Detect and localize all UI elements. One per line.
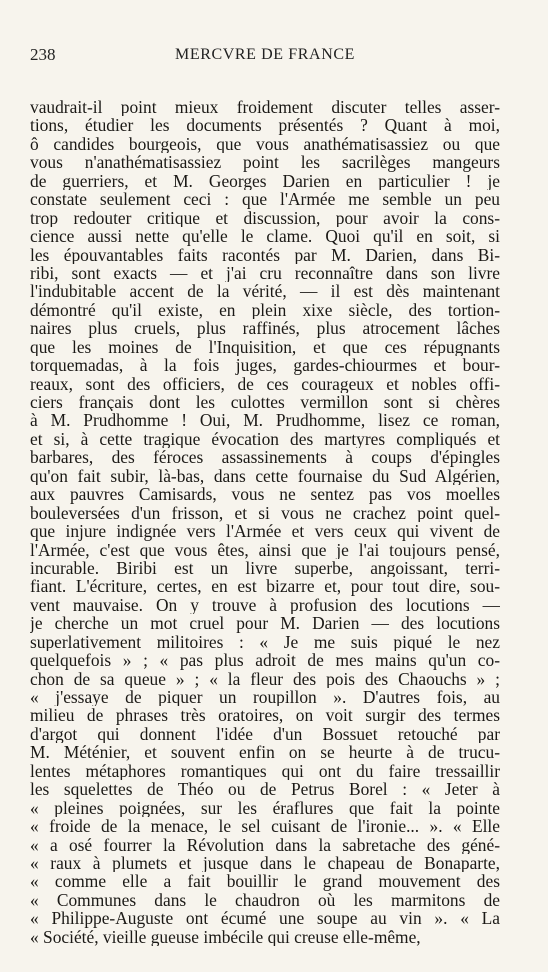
- text-line: vaudrait-il point mieux froidement discuter telles asser-: [30, 98, 500, 117]
- text-line: vent mauvaise. On y trouve à profusion des locutions —: [30, 595, 500, 615]
- text-line: de guerriers, et M. Georges Darien en particulier ! je: [30, 171, 500, 191]
- text-line: incurable. Biribi est un livre superbe, angoissant, terri-: [30, 558, 500, 578]
- text-line: constate seulement ceci : que l'Armée me semble un peu: [30, 190, 500, 209]
- text-line: fiant. L'écriture, certes, en est bizarre et, pour tout dire, sou-: [30, 577, 500, 596]
- text-line: tions, étudier les documents présentés ? Quant à moi,: [30, 116, 500, 135]
- text-line: « pleines poignées, sur les éraflures que fait la pointe: [30, 798, 500, 818]
- page-header: [30, 44, 500, 66]
- running-title: MERCVRE DE FRANCE: [175, 46, 355, 63]
- text-line: superlativement militoires : « Je me suis piqué le nez: [30, 632, 500, 652]
- page-number: 238: [30, 45, 56, 64]
- text-line: que injure indignée vers l'Armée et vers ceux qui vivent de: [30, 522, 500, 541]
- body-text: [30, 98, 500, 946]
- text-line: et si, à cette tragique évocation des martyres compliqués et: [30, 429, 500, 449]
- text-line: « Philippe-Auguste ont écumé une soupe au vin ». « La: [30, 909, 500, 928]
- text-line: l'Armée, c'est que vous êtes, ainsi que je l'ai toujours pensé,: [30, 540, 500, 559]
- text-line: chon de sa queue » ; « la fleur des pois des Chaouchs » ;: [30, 669, 500, 688]
- text-line: naires plus cruels, plus raffinés, plus atrocement lâches: [30, 319, 500, 338]
- text-line: d'argot qui donnent l'idée d'un Bossuet retouché par: [30, 724, 500, 744]
- text-line: M. Méténier, et souvent enfin on se heurte à de trucu-: [30, 743, 500, 762]
- text-line: « comme elle a fait bouillir le grand mouvement des: [30, 872, 500, 891]
- text-line: je cherche un mot cruel pour M. Darien — des locutions: [30, 614, 500, 633]
- text-line: ô candides bourgeois, que vous anathématisassiez ou que: [30, 134, 500, 154]
- text-line: « a osé fourrer la Révolution dans la sabretache des géné-: [30, 835, 500, 854]
- text-line: l'indubitable accent de la vérité, — il est dès maintenant: [30, 282, 500, 301]
- text-line: vous n'anathématisassiez point les sacrilèges mangeurs: [30, 153, 500, 172]
- text-line: quelquefois » ; « pas plus adroit de mes mains qu'un co-: [30, 651, 500, 670]
- text-line: ciers français dont les culottes vermillon sont si chères: [30, 393, 500, 412]
- text-line: aux pauvres Camisards, vous ne sentez pas vos moelles: [30, 485, 500, 504]
- text-line: lentes métaphores romantiques qui ont du faire tressaillir: [30, 761, 500, 781]
- text-line: que les moines de l'Inquisition, et que ces répugnants: [30, 337, 500, 357]
- text-line: qu'on fait subir, là-bas, dans cette fournaise du Sud Algérien,: [30, 466, 500, 486]
- text-line: milieu de phrases très oratoires, on voit surgir des termes: [30, 706, 500, 725]
- text-line: les épouvantables faits racontés par M. Darien, dans Bi-: [30, 245, 500, 264]
- text-line: ribi, sont exacts — et j'ai cru reconnaître dans son livre: [30, 263, 500, 283]
- text-line: reaux, sont des officiers, de ces courageux et nobles offi-: [30, 374, 500, 393]
- text-line: « raux à plumets et jusque dans le chapeau de Bonaparte,: [30, 853, 500, 873]
- text-line: torquemadas, à la fois juges, gardes-chiourmes et bour-: [30, 356, 500, 375]
- text-line: « froide de la menace, le sel cuisant de l'ironie... ». « Elle: [30, 817, 500, 836]
- text-line: barbares, des féroces assassinements à coups d'épingles: [30, 448, 500, 467]
- text-line: les squelettes de Théo ou de Petrus Borel : « Jeter à: [30, 780, 500, 799]
- text-line: « Société, vieille gueuse imbécile qui creuse elle-même,: [30, 927, 421, 947]
- text-line: « Communes dans le chaudron où les marmitons de: [30, 890, 500, 910]
- text-line: « j'essaye de piquer un roupillon ». D'autres fois, au: [30, 688, 500, 707]
- text-line: cience aussi nette qu'elle le clame. Quoi qu'il en soit, si: [30, 227, 500, 246]
- text-line: trop redouter critique et discussion, pour avoir la cons-: [30, 208, 500, 228]
- text-line: à M. Prudhomme ! Oui, M. Prudhomme, lisez ce roman,: [30, 411, 500, 430]
- text-line: démontré qu'il existe, en plein xixe siècle, des tortion-: [30, 300, 500, 320]
- text-line: bouleversées d'un frisson, et si vous ne crachez point quel-: [30, 503, 500, 523]
